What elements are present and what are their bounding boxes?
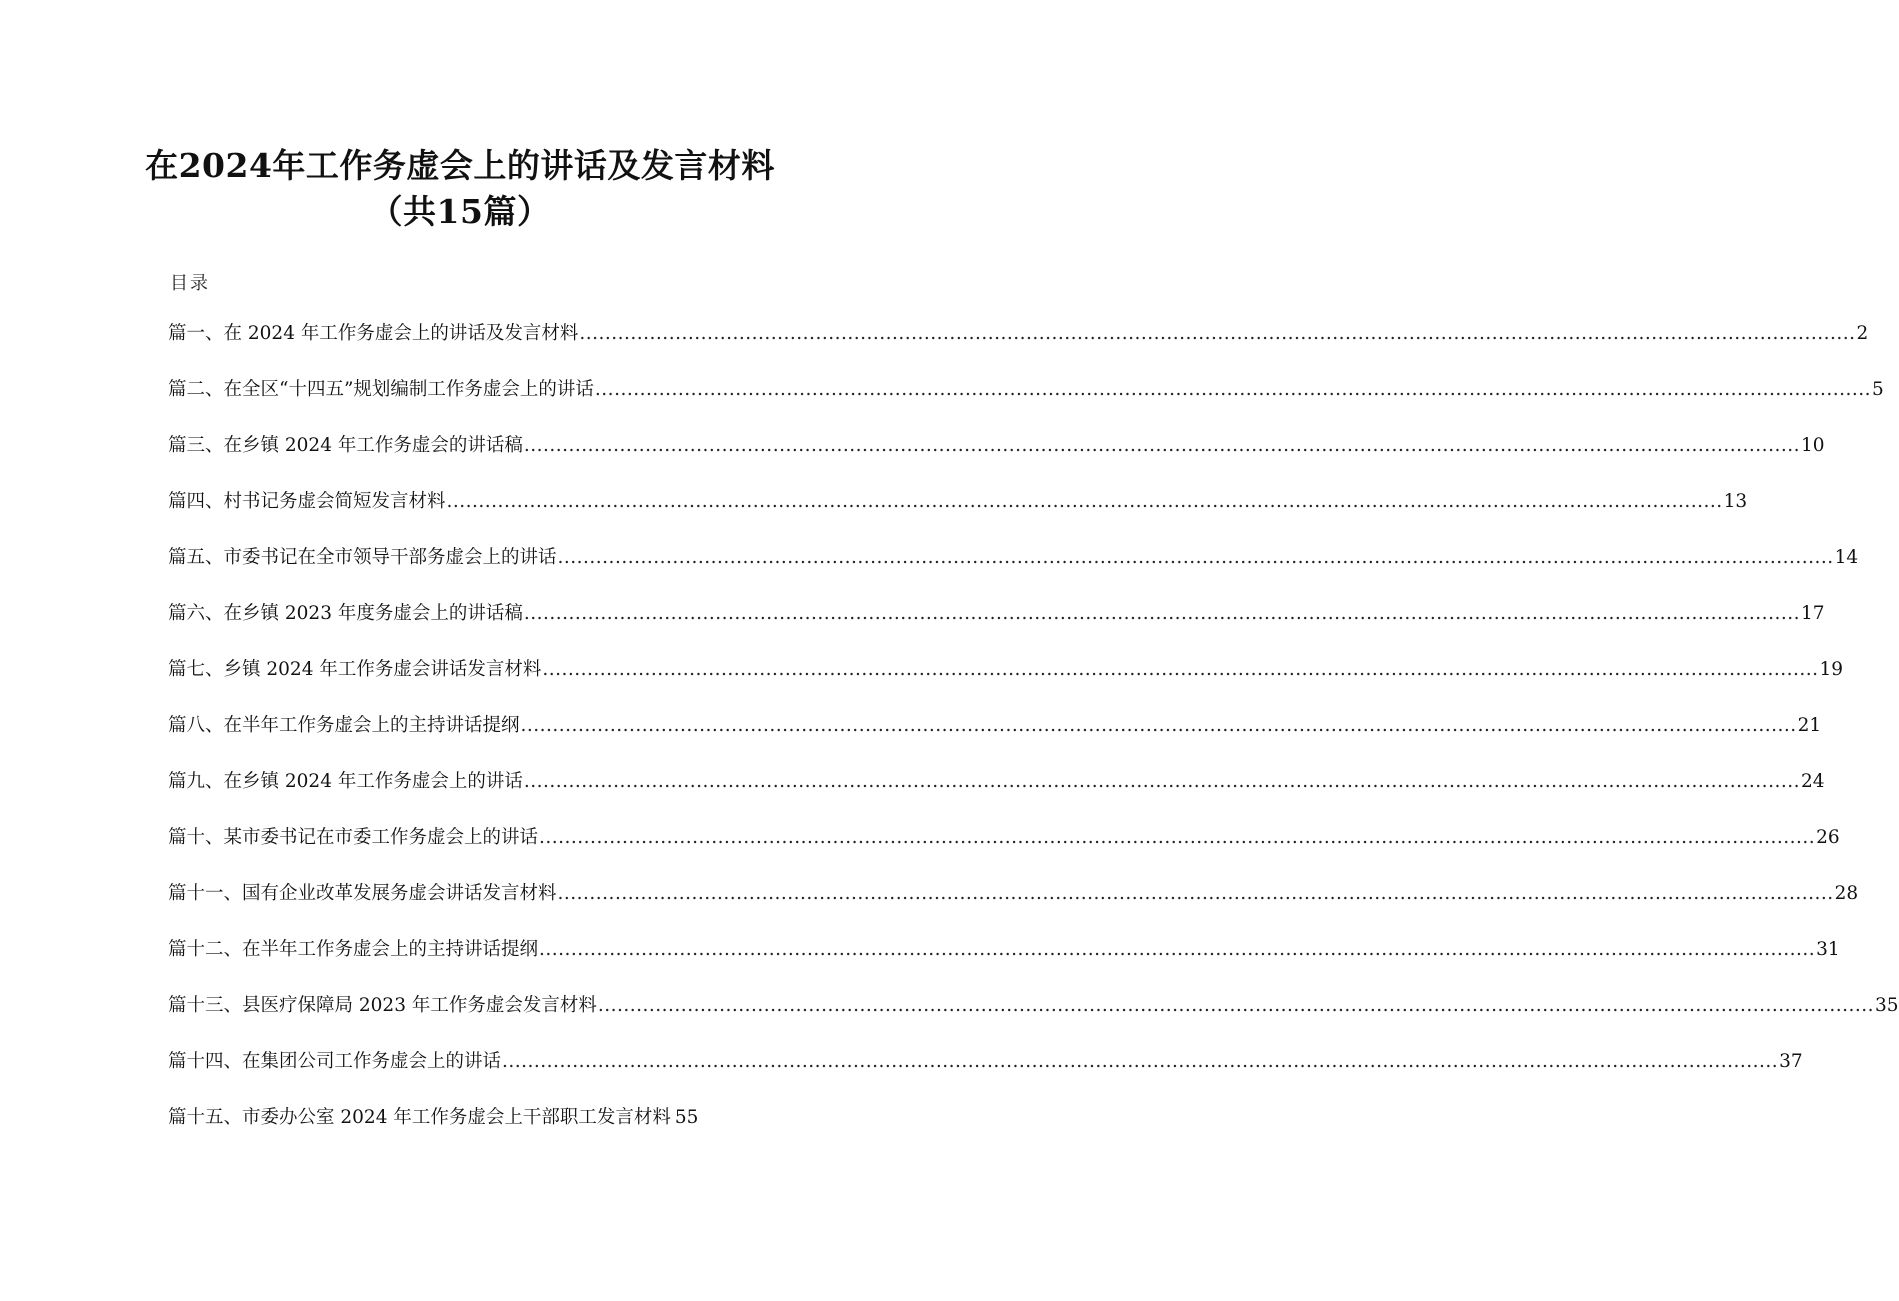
toc-dot-leader: ........................................................................................................................................................................................................ bbox=[579, 323, 1856, 344]
toc-heading: 目录 bbox=[170, 273, 210, 294]
toc-dot-leader: ........................................................................................................................................................................................................ bbox=[597, 995, 1874, 1016]
toc-entry[interactable] bbox=[168, 824, 1840, 880]
toc-page-number: 24 bbox=[1800, 771, 1825, 792]
toc-entry[interactable] bbox=[168, 488, 1748, 544]
toc-entry-title: 篇十二、在半年工作务虚会上的主持讲话提纲 bbox=[168, 939, 539, 960]
toc-entry[interactable] bbox=[168, 936, 1840, 992]
toc-dot-leader: ........................................................................................................................................................................................................ bbox=[542, 659, 1819, 680]
toc-page-number: 2 bbox=[1856, 323, 1869, 344]
toc-page-number: 19 bbox=[1819, 659, 1844, 680]
toc-entry[interactable] bbox=[168, 768, 1825, 824]
toc-dot-leader: ........................................................................................................................................................................................................ bbox=[557, 547, 1834, 568]
toc-page-number: 10 bbox=[1800, 435, 1825, 456]
toc-entry[interactable] bbox=[168, 376, 1884, 432]
toc-entry-title: 篇三、在乡镇 2024 年工作务虚会的讲话稿 bbox=[168, 435, 523, 456]
toc-entry-title: 篇七、乡镇 2024 年工作务虚会讲话发言材料 bbox=[168, 659, 542, 680]
toc-entry-title: 篇五、市委书记在全市领导干部务虚会上的讲话 bbox=[168, 547, 557, 568]
toc-dot-leader: ........................................................................................................................................................................................................ bbox=[446, 491, 1723, 512]
toc-entry[interactable] bbox=[168, 992, 1899, 1048]
toc-page-number: 35 bbox=[1874, 995, 1899, 1016]
toc-entry[interactable] bbox=[168, 600, 1825, 656]
toc-entry[interactable] bbox=[168, 712, 1822, 768]
toc-entry[interactable] bbox=[168, 1104, 764, 1160]
toc-page-number: 26 bbox=[1816, 827, 1840, 848]
toc-entry-title: 篇二、在全区“十四五”规划编制工作务虚会上的讲话 bbox=[168, 379, 594, 400]
toc-page-number: 55 bbox=[674, 1107, 699, 1128]
toc-entry[interactable] bbox=[168, 656, 1844, 712]
toc-dot-leader: ........................................................................................................................................................................................................ bbox=[520, 715, 1797, 736]
toc-entry[interactable] bbox=[168, 432, 1825, 488]
toc-entry-title: 篇十四、在集团公司工作务虚会上的讲话 bbox=[168, 1051, 502, 1072]
toc-dot-leader: ........................................................................................................................................................................................................ bbox=[539, 939, 1816, 960]
toc-dot-leader: ........................................................................................................................................................................................................ bbox=[502, 1051, 1779, 1072]
toc-dot-leader: ........................................................................................................................................................................................................ bbox=[523, 603, 1800, 624]
toc-page-number: 31 bbox=[1816, 939, 1840, 960]
toc-entry-title: 篇六、在乡镇 2023 年度务虚会上的讲话稿 bbox=[168, 603, 523, 624]
toc-entry-title: 篇十五、市委办公室 2024 年工作务虚会上干部职工发言材料 bbox=[168, 1107, 671, 1128]
toc-entry-title: 篇十、某市委书记在市委工作务虚会上的讲话 bbox=[168, 827, 539, 848]
toc-entry[interactable] bbox=[168, 1048, 1803, 1104]
toc-entry-title: 篇九、在乡镇 2024 年工作务虚会上的讲话 bbox=[168, 771, 523, 792]
toc-page-number: 28 bbox=[1834, 883, 1859, 904]
toc-dot-leader: ........................................................................................................................................................................................................ bbox=[539, 827, 1816, 848]
toc-entry-title: 篇十三、县医疗保障局 2023 年工作务虚会发言材料 bbox=[168, 995, 597, 1016]
toc-page-number: 21 bbox=[1797, 715, 1822, 736]
toc-page-number: 17 bbox=[1800, 603, 1825, 624]
toc-entry[interactable] bbox=[168, 320, 1869, 376]
toc-entry-title: 篇十一、国有企业改革发展务虚会讲话发言材料 bbox=[168, 883, 557, 904]
toc-dot-leader: ........................................................................................................................................................................................................ bbox=[523, 771, 1800, 792]
toc-entry[interactable] bbox=[168, 880, 1859, 936]
document-title: 在2024年工作务虚会上的讲话及发言材料 bbox=[145, 146, 775, 185]
table-of-contents bbox=[168, 320, 1899, 1160]
toc-entry-title: 篇四、村书记务虚会简短发言材料 bbox=[168, 491, 446, 512]
toc-dot-leader: ........................................................................................................................................................................................................ bbox=[557, 883, 1834, 904]
toc-dot-leader: ........................................................................................................................................................................................................ bbox=[594, 379, 1872, 400]
toc-entry[interactable] bbox=[168, 544, 1859, 600]
toc-page-number: 13 bbox=[1723, 491, 1748, 512]
toc-entry-title: 篇一、在 2024 年工作务虚会上的讲话及发言材料 bbox=[168, 323, 579, 344]
toc-page-number: 5 bbox=[1872, 379, 1884, 400]
toc-page-number: 37 bbox=[1779, 1051, 1803, 1072]
toc-dot-leader: ........................................................................................................................................................................................................ bbox=[523, 435, 1800, 456]
document-subtitle: （共15篇） bbox=[369, 192, 551, 231]
toc-page-number: 14 bbox=[1834, 547, 1859, 568]
toc-entry-title: 篇八、在半年工作务虚会上的主持讲话提纲 bbox=[168, 715, 520, 736]
